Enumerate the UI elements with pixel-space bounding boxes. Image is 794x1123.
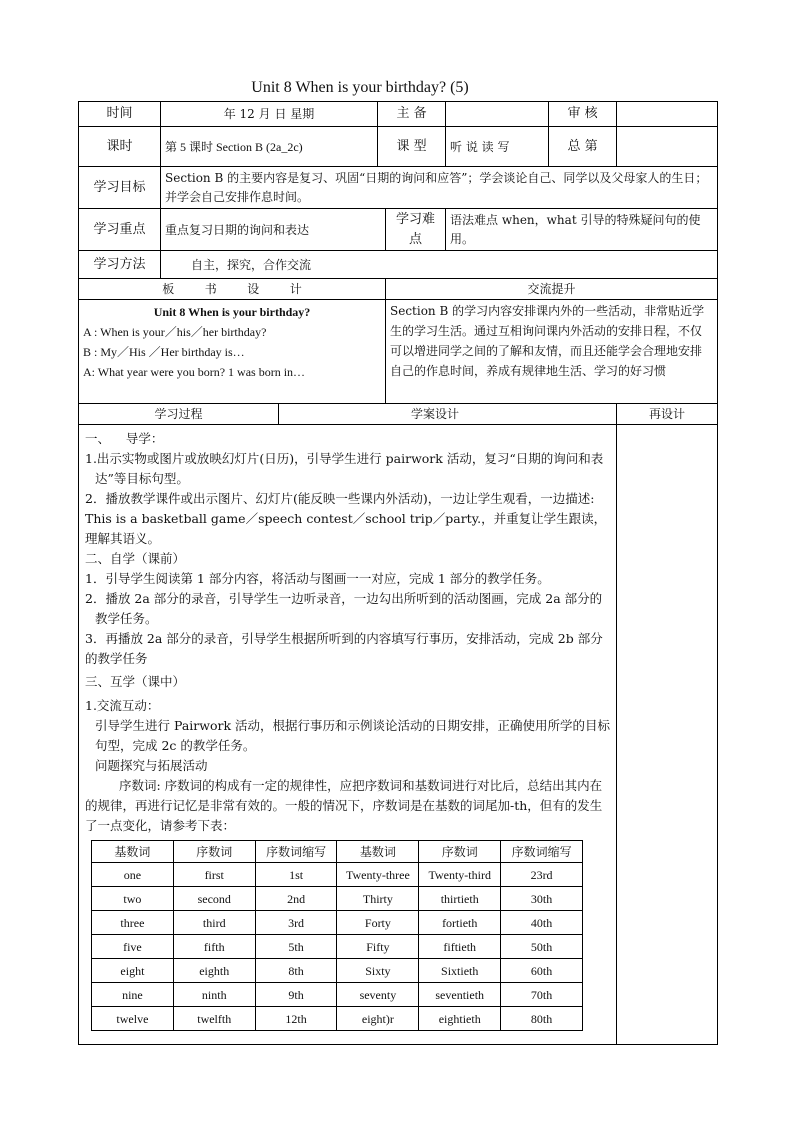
- process-paragraph: 序数词: 序数词的构成有一定的规律性，应把序数词和基数词进行对比后，总结出其内在的规律，再进行记忆是非常有效的。一般的情况下，序数词是在基数的词尾加-th，但有的发生了一点变化，请参考下表：: [85, 778, 603, 833]
- table-cell: Twenty-third: [419, 863, 501, 887]
- type-label: 课 型: [378, 127, 446, 167]
- table-cell: Thirty: [337, 887, 419, 911]
- table-cell: Sixty: [337, 959, 419, 983]
- date-value: 年 12 月 日 星期: [161, 102, 378, 127]
- board-line: A : When is your／his／her birthday?: [83, 325, 267, 339]
- total-label: 总 第: [549, 127, 617, 167]
- table-cell: eighth: [173, 959, 255, 983]
- table-row: [92, 863, 583, 887]
- table-cell: nine: [92, 983, 174, 1007]
- board-line: A: What year were you born? 1 was born in…: [83, 365, 306, 379]
- table-cell: seventieth: [419, 983, 501, 1007]
- table-cell: Forty: [337, 911, 419, 935]
- process-paragraph: 3．再播放 2a 部分的录音，引导学生根据所听到的内容填写行事历，安排活动，完成 2b 部分的教学任务: [85, 631, 603, 666]
- difficulty-label: 学习难点: [386, 209, 446, 251]
- section-heading: 一、 导学：: [85, 431, 164, 446]
- section-heading: 二、自学（课前）: [85, 551, 186, 566]
- table-cell: two: [92, 887, 174, 911]
- process-paragraph: 引导学生进行 Pairwork 活动，根据行事历和示例谈论活动的日期安排，正确使用所学的目标句型，完成 2c 的教学任务。: [95, 718, 610, 753]
- exchange-text: Section B 的学习内容安排课内外的一些活动，非常贴近学生的学习生活。通过互相询问课内外活动的安排日程，不仅可以增进同学之间的了解和友情，而且还能学会合理地安排自己的作息时间，养成有规律地生活、学习的好习惯: [386, 300, 718, 404]
- lesson-plan-table: [78, 101, 718, 1045]
- process-header: 学习过程: [79, 404, 279, 425]
- table-row: [92, 911, 583, 935]
- total-value: [617, 127, 718, 167]
- table-cell: third: [173, 911, 255, 935]
- table-cell: 1st: [255, 863, 337, 887]
- table-cell: three: [92, 911, 174, 935]
- table-cell: 30th: [501, 887, 583, 911]
- table-cell: one: [92, 863, 174, 887]
- document-title: Unit 8 When is your birthday? (5): [251, 79, 469, 96]
- plan-header: 学案设计: [279, 404, 617, 425]
- redesign-column: [617, 425, 718, 1045]
- table-row: [92, 887, 583, 911]
- table-cell: 5th: [255, 935, 337, 959]
- goals-label: 学习目标: [79, 167, 161, 209]
- header-row-time: [79, 102, 718, 127]
- table-cell: 23rd: [501, 863, 583, 887]
- method-text: 自主，探究，合作交流: [161, 251, 718, 279]
- process-paragraph: 2．播放教学课件或出示图片、幻灯片(能反映一些课内外活动)，一边让学生观看，一边描述: This is a basketball game／speech contest／school trip／party.，并重复让学生跟读，理解其语义。: [85, 491, 607, 546]
- table-cell: Sixtieth: [419, 959, 501, 983]
- process-paragraph: 1.交流互动：: [85, 698, 160, 713]
- ordinal-header-row: [92, 841, 583, 863]
- key-points-label: 学习重点: [79, 209, 161, 251]
- table-cell: 9th: [255, 983, 337, 1007]
- board-title: Unit 8 When is your birthday?: [153, 305, 311, 319]
- ordinal-header-cell: 基数词: [337, 841, 419, 863]
- table-cell: eight)r: [337, 1007, 419, 1031]
- key-points-text: 重点复习日期的询问和表达: [161, 209, 386, 251]
- table-row: [92, 959, 583, 983]
- table-cell: twelfth: [173, 1007, 255, 1031]
- focus-row: [79, 209, 718, 251]
- table-cell: seventy: [337, 983, 419, 1007]
- table-cell: 50th: [501, 935, 583, 959]
- ordinal-header-cell: 序数词缩写: [501, 841, 583, 863]
- method-label: 学习方法: [79, 251, 161, 279]
- table-cell: 12th: [255, 1007, 337, 1031]
- table-cell: twelve: [92, 1007, 174, 1031]
- table-cell: thirtieth: [419, 887, 501, 911]
- lesson-value: 第 5 课时 Section B (2a_2c): [161, 127, 378, 167]
- ordinal-header-cell: 序数词: [419, 841, 501, 863]
- exchange-header: 交流提升: [386, 279, 718, 300]
- goals-text: Section B 的主要内容是复习、巩固“日期的询问和应答”；学会谈论自己、同学以及父母家人的生日；并学会自己安排作息时间。: [161, 167, 718, 209]
- time-label: 时间: [79, 102, 161, 127]
- section-heading: 三、互学（课中）: [85, 674, 186, 689]
- prep-value: [446, 102, 549, 127]
- header-row-lesson: [79, 127, 718, 167]
- table-cell: 60th: [501, 959, 583, 983]
- prep-label: 主 备: [378, 102, 446, 127]
- table-cell: 8th: [255, 959, 337, 983]
- process-header-row: [79, 404, 718, 425]
- method-row: [79, 251, 718, 279]
- table-cell: eightieth: [419, 1007, 501, 1031]
- process-paragraph: 1.出示实物或图片或放映幻灯片(日历)，引导学生进行 pairwork 活动，复习“日期的询问和表达”等目标句型。: [85, 451, 604, 486]
- review-label: 审 核: [549, 102, 617, 127]
- table-cell: 40th: [501, 911, 583, 935]
- ordinal-header-cell: 序数词: [173, 841, 255, 863]
- table-cell: 80th: [501, 1007, 583, 1031]
- board-design: [79, 300, 386, 404]
- process-paragraph: 2．播放 2a 部分的录音，引导学生一边听录音，一边勾出所听到的活动图画，完成 2a 部分的教学任务。: [85, 591, 603, 626]
- process-paragraph: 1．引导学生阅读第 1 部分内容，将活动与图画一一对应，完成 1 部分的教学任务。: [85, 571, 550, 586]
- ordinal-header-cell: 序数词缩写: [255, 841, 337, 863]
- review-value: [617, 102, 718, 127]
- process-paragraph: 问题探究与拓展活动: [95, 758, 208, 773]
- table-cell: ninth: [173, 983, 255, 1007]
- redesign-header: 再设计: [617, 404, 718, 425]
- table-cell: second: [173, 887, 255, 911]
- difficulty-text: 语法难点 when，what 引导的特殊疑问句的使用。: [446, 209, 718, 251]
- table-cell: fiftieth: [419, 935, 501, 959]
- table-cell: fortieth: [419, 911, 501, 935]
- type-value: 听 说 读 写: [446, 127, 549, 167]
- process-row: [79, 425, 718, 1045]
- table-cell: Fifty: [337, 935, 419, 959]
- table-cell: eight: [92, 959, 174, 983]
- board-line: B : My／His ／Her birthday is…: [83, 345, 245, 359]
- ordinal-table: [91, 840, 583, 1031]
- table-cell: 2nd: [255, 887, 337, 911]
- table-cell: 70th: [501, 983, 583, 1007]
- board-design-header: 板 书 设 计: [79, 279, 386, 300]
- table-cell: Twenty-three: [337, 863, 419, 887]
- table-cell: fifth: [173, 935, 255, 959]
- table-row: [92, 935, 583, 959]
- table-row: [92, 1007, 583, 1031]
- table-row: [92, 983, 583, 1007]
- table-cell: first: [173, 863, 255, 887]
- lesson-label: 课时: [79, 127, 161, 167]
- process-content: [79, 425, 617, 1045]
- table-cell: five: [92, 935, 174, 959]
- table-cell: 3rd: [255, 911, 337, 935]
- goals-row: [79, 167, 718, 209]
- ordinal-header-cell: 基数词: [92, 841, 174, 863]
- board-header-row: [79, 279, 718, 300]
- board-row: [79, 300, 718, 404]
